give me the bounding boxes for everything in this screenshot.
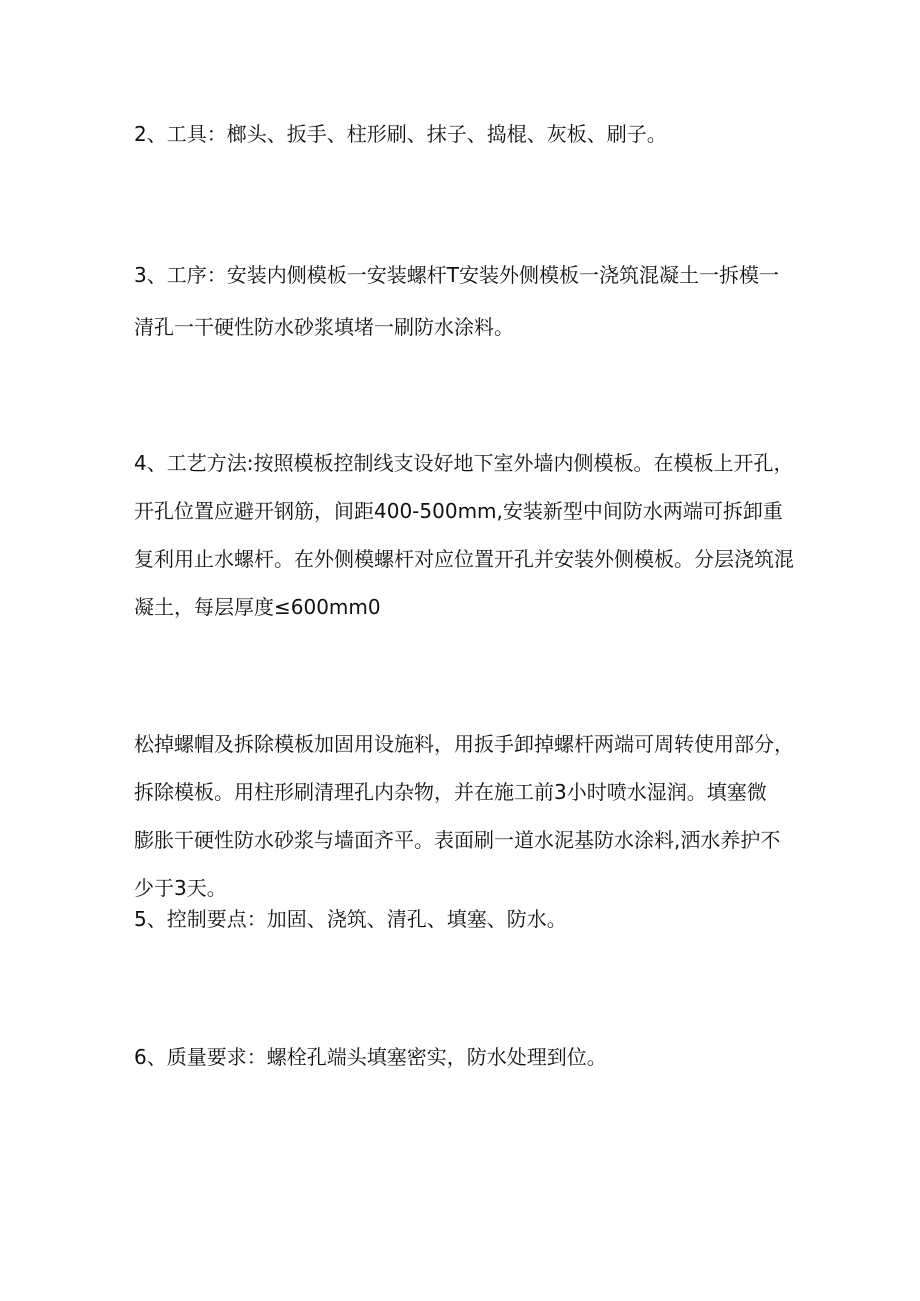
item-4-method-line-4: 凝土，每层厚度≤600mm0: [134, 595, 381, 619]
continuation-line-1: 松掉螺帽及拆除模板加固用设施料，用扳手卸掉螺杆两端可周转使用部分，: [134, 732, 794, 756]
continuation-line-3: 膨胀干硬性防水砂浆与墙面齐平。表面刷一道水泥基防水涂料,洒水养护不: [134, 828, 781, 852]
item-2-tools: 2、工具：榔头、扳手、柱形刷、抹子、捣棍、灰板、刷子。: [134, 122, 667, 146]
continuation-line-4: 少于3天。: [134, 876, 227, 900]
item-6-quality-requirements: 6、质量要求：螺栓孔端头填塞密实，防水处理到位。: [134, 1045, 607, 1069]
item-4-method-line-3: 复利用止水螺杆。在外侧模螺杆对应位置开孔并安装外侧模板。分层浇筑混: [134, 547, 794, 571]
item-4-method-line-2: 开孔位置应避开钢筋，间距400-500mm,安装新型中间防水两端可拆卸重: [134, 499, 783, 523]
item-3-process-line-1: 3、工序：安装内侧模板一安装螺杆T安装外侧模板一浇筑混凝土一拆模一: [134, 263, 779, 287]
continuation-line-2: 拆除模板。用柱形刷清理孔内杂物，并在施工前3小时喷水湿润。填塞微: [134, 780, 767, 804]
item-4-method-line-1: 4、工艺方法:按照模板控制线支设好地下室外墙内侧模板。在模板上开孔，: [134, 451, 794, 475]
item-5-control-points: 5、控制要点：加固、浇筑、清孔、填塞、防水。: [134, 907, 567, 931]
item-3-process-line-2: 清孔一干硬性防水砂浆填堵一刷防水涂料。: [134, 315, 514, 339]
